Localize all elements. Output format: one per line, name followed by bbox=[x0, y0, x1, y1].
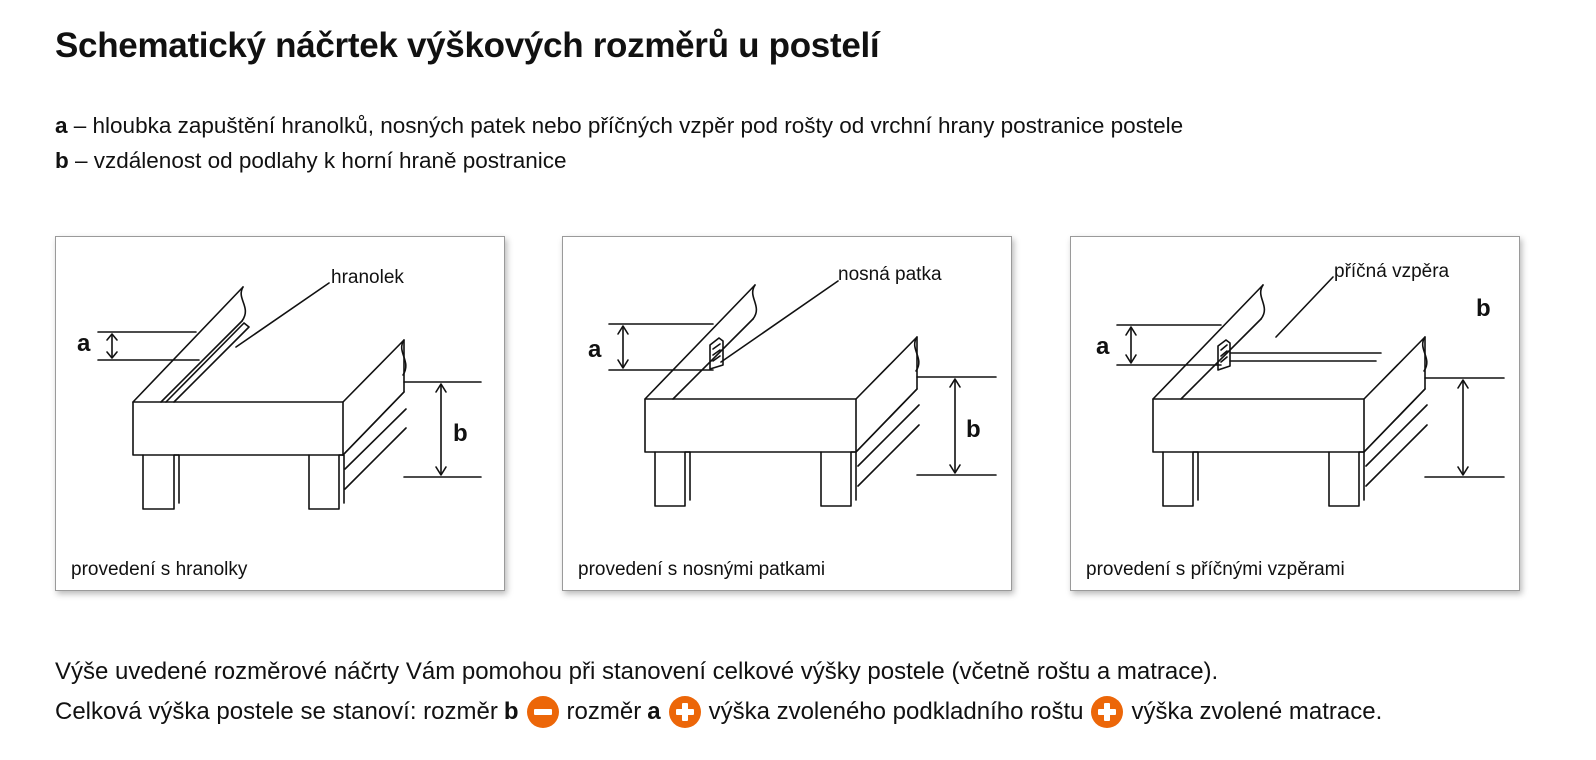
panel-caption: provedení s nosnými patkami bbox=[578, 559, 826, 580]
definition-text: – vzdálenost od podlahy k horní hraně postranice bbox=[68, 148, 567, 173]
footer-line-2 bbox=[55, 692, 1382, 732]
formula-prefix: Celková výška postele se stanoví: rozměr bbox=[55, 698, 498, 725]
dimension-b-label: b bbox=[1476, 295, 1491, 322]
part-label: hranolek bbox=[331, 267, 404, 288]
footer-line-1: Výše uvedené rozměrové náčrty Vám pomohou při stanovení celkové výšky postele (včetně roštu a matrace). bbox=[55, 658, 1219, 685]
panel-caption: provedení s příčnými vzpěrami bbox=[1086, 559, 1345, 580]
dimension-b-label: b bbox=[453, 420, 468, 447]
footer-text bbox=[55, 652, 1382, 732]
part-label: nosná patka bbox=[838, 264, 942, 285]
page-title: Schematický náčrtek výškových rozměrů u postelí bbox=[55, 26, 880, 65]
formula-rost: výška zvoleného podkladního roštu bbox=[708, 698, 1084, 725]
dimension-b-label: b bbox=[966, 416, 981, 443]
plus-circle-icon bbox=[669, 696, 701, 728]
panel-hranolky bbox=[55, 236, 505, 591]
formula-matrace: výška zvolené matrace. bbox=[1131, 698, 1383, 725]
minus-circle-icon bbox=[527, 696, 559, 728]
bed-diagram-nosne-patky bbox=[563, 237, 1013, 592]
definition-key: a bbox=[55, 113, 68, 138]
bed-diagram-hranolky bbox=[56, 237, 506, 592]
formula-a: a bbox=[647, 698, 661, 725]
dimension-a-label: a bbox=[77, 330, 91, 357]
panel-caption: provedení s hranolky bbox=[71, 559, 248, 580]
definitions bbox=[55, 108, 1183, 178]
dimension-a-label: a bbox=[588, 336, 602, 363]
definition-key: b bbox=[55, 148, 69, 173]
dimension-a-label: a bbox=[1096, 333, 1110, 360]
definition-b bbox=[55, 143, 1183, 178]
bed-diagram-pricne-vzpery bbox=[1071, 237, 1521, 592]
part-label: příčná vzpěra bbox=[1334, 261, 1450, 282]
definition-text: – hloubka zapuštění hranolků, nosných patek nebo příčných vzpěr pod rošty od vrchní hrany postranice postele bbox=[67, 113, 1184, 138]
panel-nosne-patky bbox=[562, 236, 1012, 591]
definition-a bbox=[55, 108, 1183, 143]
plus-circle-icon bbox=[1091, 696, 1123, 728]
panel-pricne-vzpery bbox=[1070, 236, 1520, 591]
formula-b: b bbox=[503, 698, 519, 725]
formula-rozmer: rozměr bbox=[566, 698, 642, 725]
